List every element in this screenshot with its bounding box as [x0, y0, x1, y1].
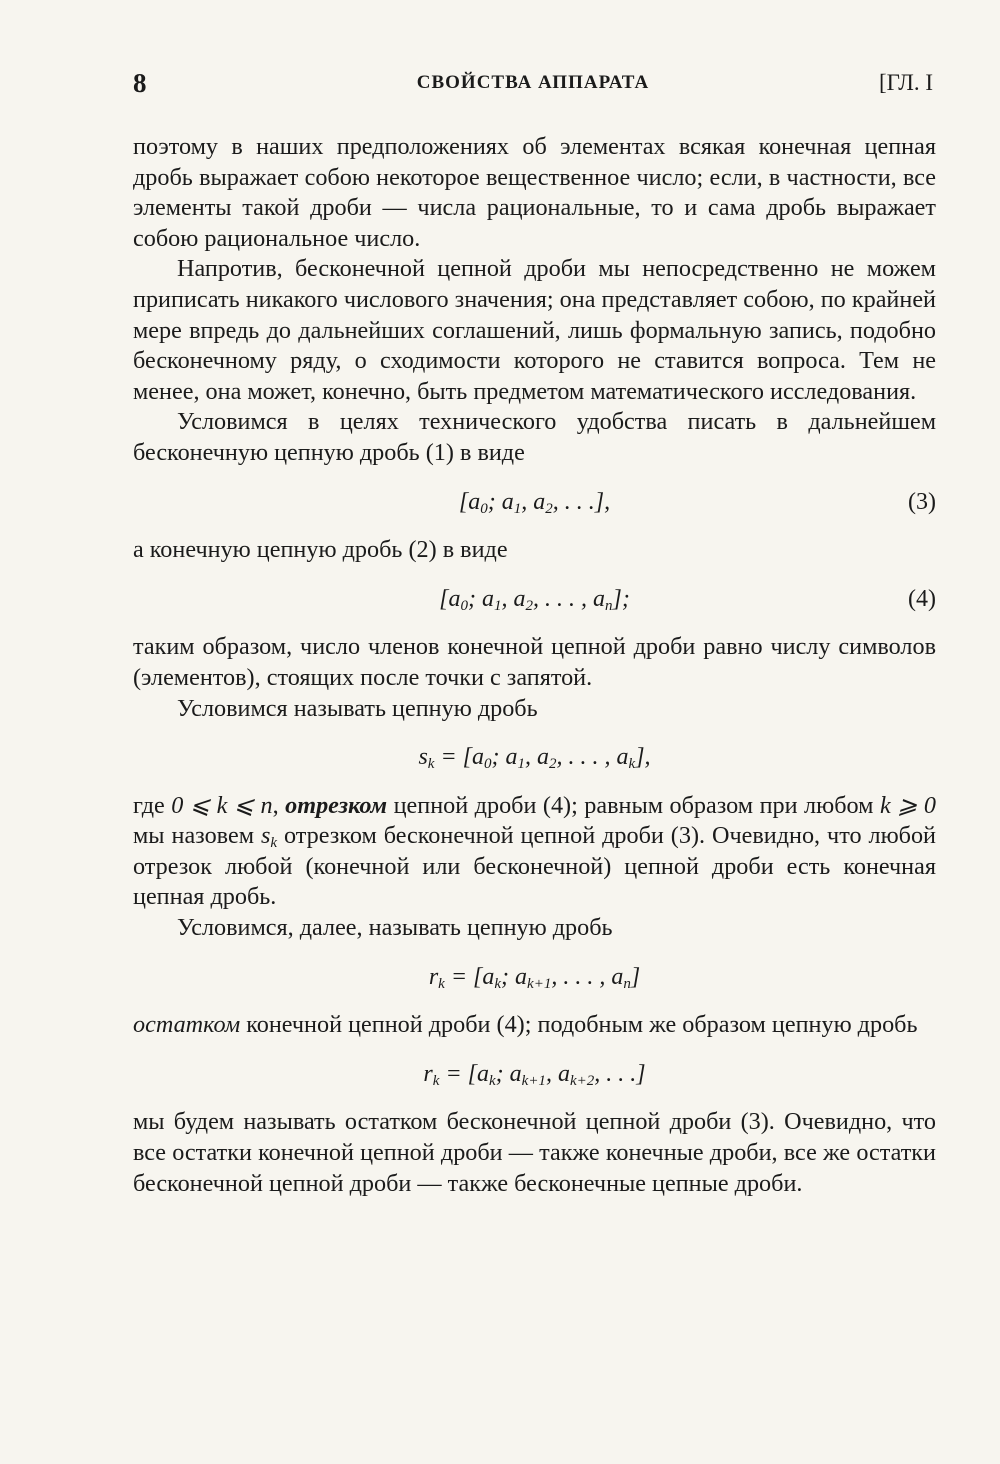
- eq3-sub: 0: [480, 500, 488, 517]
- equation-3: [133, 487, 936, 518]
- paragraph-1: поэтому в наших предположениях об элементах всякая конечная цепная дробь выражает собою некоторое вещественное число; если, в частности, все элементы такой дроби — числа рациональные, то и сама дробь выражает собою рациональное число.: [133, 133, 936, 252]
- eq3-part: , . . .],: [552, 488, 611, 515]
- eq4-part: ];: [612, 585, 630, 612]
- paragraph-5: таким образом, число членов конечной цепной дроби равно числу символов (элементов), стоящих после точки с запятой.: [133, 633, 936, 691]
- eqrk1-part: = [a: [444, 963, 495, 990]
- eqsk-part: , . . . , a: [556, 744, 629, 771]
- p7-text: мы назовем: [133, 822, 261, 850]
- eqsk-sub: 2: [549, 756, 557, 773]
- p7-text: где: [133, 791, 172, 819]
- eq4-sub: 1: [494, 597, 502, 614]
- eq4-sub: 2: [525, 597, 533, 614]
- paragraph-9: [133, 1010, 936, 1041]
- p7-math: 0 ⩽ k ⩽ n: [171, 791, 273, 819]
- eq4-part: , . . . , a: [533, 585, 605, 612]
- eqrk2-part: , . . .]: [594, 1060, 646, 1087]
- eqrk1-part: r: [428, 963, 439, 990]
- eqsk-part: ],: [635, 744, 651, 771]
- eq4-part: , a: [501, 585, 526, 612]
- page-body: [133, 132, 936, 1199]
- paragraph-2: Напротив, бесконечной цепной дроби мы непосредственно не можем приписать никакого числового значения; она представляет собою, по крайней мере впредь до дальнейших соглашений, лишь формальную запись, подобно бесконечному ряду, о сходимости которого не ставится вопроса. Тем не менее, она может, конечно, быть предметом математического исследования.: [133, 255, 936, 405]
- eq4-part: [a: [439, 585, 461, 612]
- eq4-part: ; a: [468, 585, 494, 612]
- eq3-part: , a: [521, 488, 546, 515]
- eq4-sub: 0: [460, 597, 468, 614]
- paragraph-10: мы будем называть остатком бесконечной цепной дроби (3). Очевидно, что все остатки конечной цепной дроби — также конечные дроби, все же остатки бесконечной цепной дроби — также бесконечные цепные дроби.: [133, 1108, 936, 1197]
- eqrk2-part: = [a: [439, 1060, 489, 1087]
- p7-text: цепной дроби (4); равным образом при любом: [387, 791, 880, 819]
- page-number: 8: [133, 68, 147, 98]
- eqrk2-sub: k: [432, 1072, 440, 1089]
- equation-number-3: (3): [908, 488, 936, 515]
- paragraph-7: [133, 791, 936, 913]
- eqrk1-part: ; a: [501, 963, 528, 990]
- equation-4: [133, 584, 936, 615]
- eqrk2-sub: k+2: [569, 1072, 595, 1089]
- eq3-sub: 1: [513, 500, 522, 517]
- p7-math: s: [260, 822, 271, 850]
- eqsk-part: = [a: [434, 744, 485, 771]
- eqsk-part: , a: [525, 744, 550, 771]
- eqrk1-part: , . . . , a: [551, 963, 624, 990]
- term-segment: отрезком: [285, 791, 388, 819]
- equation-segment: [133, 742, 936, 773]
- paragraph-3: Условимся в целях технического удобства писать в дальнейшем бесконечную цепную дробь (1) в виде: [133, 408, 936, 466]
- running-title: СВОЙСТВА АППАРАТА: [416, 72, 650, 93]
- eqsk-sub: k: [427, 756, 435, 773]
- eqrk1-sub: k+1: [527, 975, 552, 992]
- paragraph-8: Условимся, далее, называть цепную дробь: [177, 914, 613, 942]
- p9-text: конечной цепной дроби (4); подобным же образом цепную дробь: [240, 1011, 918, 1039]
- eqsk-sub: 0: [484, 756, 492, 773]
- eqrk1-sub: k: [494, 975, 502, 992]
- chapter-label: [ГЛ. I: [879, 70, 933, 95]
- eqrk1-part: ]: [630, 963, 641, 990]
- eq3-sub: 2: [545, 500, 553, 517]
- eqsk-part: s: [418, 744, 428, 771]
- equation-remainder-infinite: [133, 1059, 936, 1090]
- eqrk1-sub: n: [623, 975, 631, 992]
- paragraph-4: а конечную цепную дробь (2) в виде: [133, 536, 508, 564]
- p7-math: k ⩾ 0: [879, 791, 936, 819]
- eqrk2-part: , a: [545, 1060, 570, 1087]
- eq3-part: ; a: [487, 488, 514, 515]
- paragraph-6: Условимся называть цепную дробь: [177, 694, 538, 722]
- term-remainder: остатком: [133, 1011, 241, 1039]
- eq3-part: [a: [458, 488, 481, 515]
- p7-text: ,: [272, 791, 286, 819]
- equation-number-4: (4): [908, 585, 936, 612]
- page-header: [133, 68, 933, 102]
- eqrk2-part: ; a: [495, 1060, 522, 1087]
- eqrk2-sub: k: [488, 1072, 496, 1089]
- eq4-sub: n: [605, 597, 613, 614]
- equation-remainder-finite: [133, 962, 936, 993]
- p7-text: отрезком бесконечной цепной дроби (3). Очевидно, что любой отрезок любой (конечной или бесконечной) цепной дроби есть конечная цепная дробь.: [133, 822, 936, 911]
- eqrk1-sub: k: [438, 975, 445, 992]
- eqrk2-sub: k+1: [521, 1072, 546, 1089]
- eqrk2-part: r: [423, 1060, 433, 1087]
- p7-sub: k: [270, 835, 278, 852]
- eqsk-sub: 1: [517, 756, 526, 773]
- eqsk-sub: k: [628, 756, 636, 773]
- eqsk-part: ; a: [491, 744, 518, 771]
